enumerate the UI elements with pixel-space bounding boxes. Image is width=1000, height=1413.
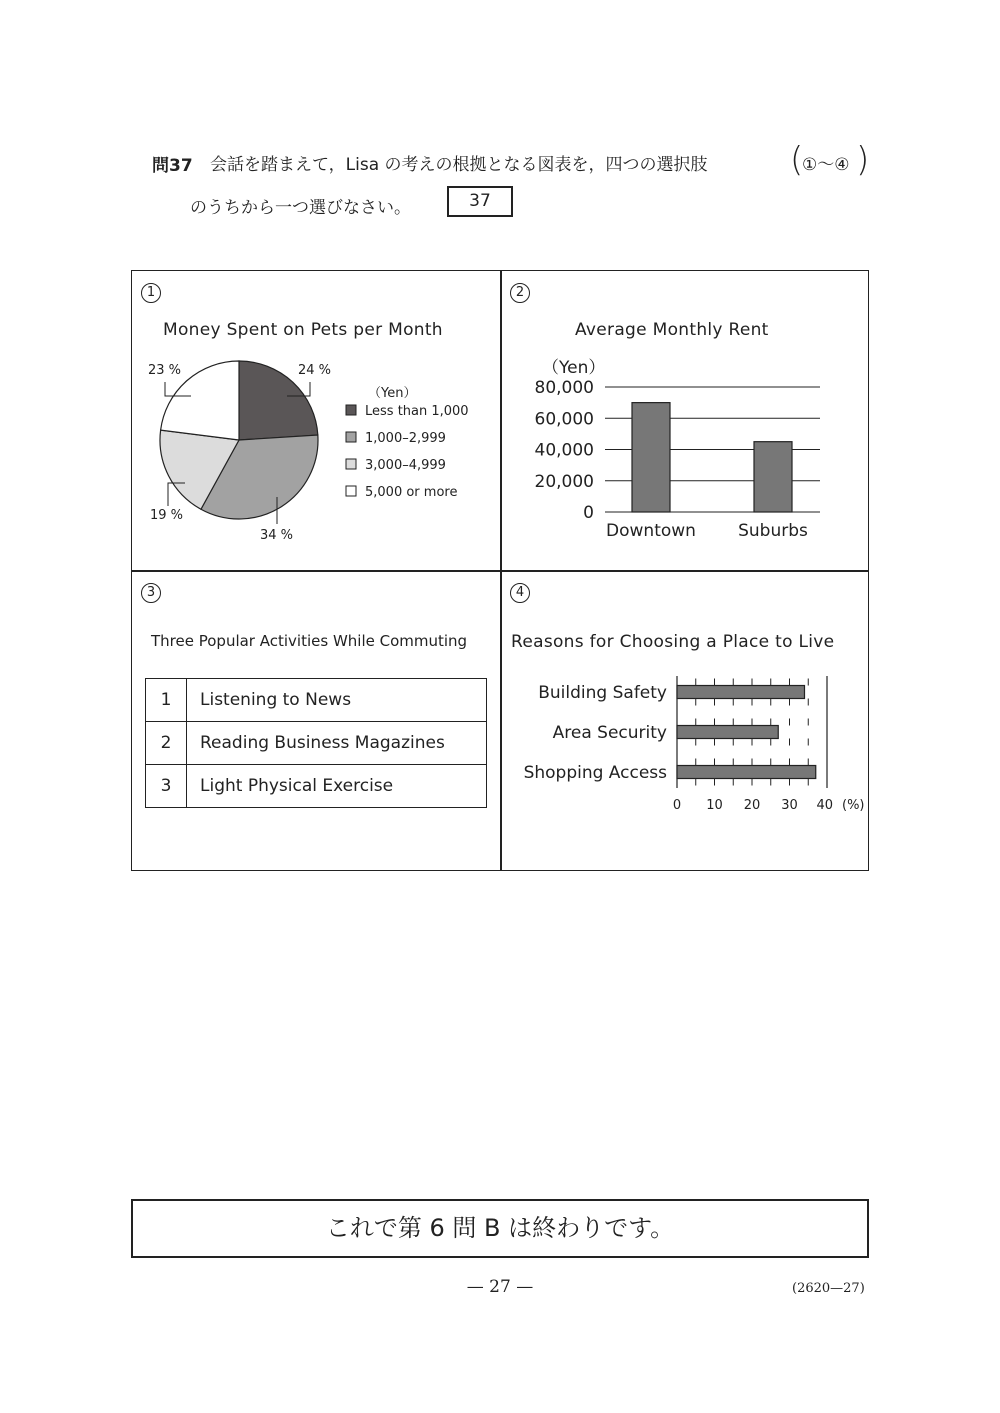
pie-chart xyxy=(135,352,495,552)
rent-y-tick-label: 80,000 xyxy=(534,378,594,398)
choice-number-2[interactable]: 2 xyxy=(510,283,530,303)
answer-box[interactable]: 37 xyxy=(447,186,513,217)
pie-legend-label: Less than 1,000 xyxy=(365,404,469,419)
question-text-line2: のうちから一つ選びなさい。 xyxy=(190,198,411,218)
table-cell-rank: 3 xyxy=(146,765,187,808)
reasons-category-label: Building Safety xyxy=(538,683,667,703)
panel1-title: Money Spent on Pets per Month xyxy=(163,320,443,340)
panel3-title: Three Popular Activities While Commuting xyxy=(151,632,468,650)
reasons-x-tick-label: 10 xyxy=(706,798,723,813)
rent-y-tick-label: 60,000 xyxy=(534,409,594,430)
panel4-title: Reasons for Choosing a Place to Live xyxy=(511,632,835,652)
pie-legend-swatch xyxy=(346,459,356,469)
question-number: 問37 xyxy=(152,156,193,176)
reasons-unit: (%) xyxy=(842,798,865,813)
rent-y-tick-label: 40,000 xyxy=(534,440,594,461)
table-row xyxy=(146,765,487,808)
reasons-bar xyxy=(677,766,816,779)
pie-legend-unit: （Yen） xyxy=(368,386,417,401)
reasons-bar-chart xyxy=(505,668,865,828)
question-paren-open: ( xyxy=(790,140,804,180)
choice-number-3[interactable]: 3 xyxy=(141,583,161,603)
table-cell-activity: Reading Business Magazines xyxy=(187,722,487,765)
pie-value-label: 24 % xyxy=(298,363,332,378)
table-cell-rank: 1 xyxy=(146,679,187,722)
rent-bar xyxy=(754,442,792,512)
pie-legend-label: 3,000–4,999 xyxy=(365,458,446,473)
pie-legend-label: 5,000 or more xyxy=(365,485,458,500)
reasons-bar xyxy=(677,726,778,739)
table-cell-rank: 2 xyxy=(146,722,187,765)
panel2-title: Average Monthly Rent xyxy=(575,320,769,340)
table-cell-activity: Light Physical Exercise xyxy=(187,765,487,808)
table-cell-activity: Listening to News xyxy=(187,679,487,722)
question-choice-range: ①～④ xyxy=(802,155,850,175)
grid-divider-horizontal xyxy=(131,570,869,572)
choice-number-1[interactable]: 1 xyxy=(141,283,161,303)
page-number: — 27 — xyxy=(466,1277,534,1297)
section-end-notice: これで第 6 問 B は終わりです。 xyxy=(131,1199,869,1258)
pie-value-label: 23 % xyxy=(148,363,182,378)
rent-y-tick-label: 20,000 xyxy=(534,471,594,492)
choice-number-4[interactable]: 4 xyxy=(510,583,530,603)
rent-x-label: Suburbs xyxy=(738,521,808,541)
rent-y-unit: （Yen） xyxy=(542,358,606,378)
reasons-x-tick-label: 0 xyxy=(672,798,682,813)
pie-legend-swatch xyxy=(346,405,356,415)
pie-legend-label: 1,000–2,999 xyxy=(365,431,446,446)
table-row xyxy=(146,679,487,722)
pie-legend-swatch xyxy=(346,486,356,496)
reasons-category-label: Shopping Access xyxy=(523,763,667,783)
reasons-category-label: Area Security xyxy=(552,723,667,743)
rent-bar xyxy=(632,403,670,512)
table-row xyxy=(146,722,487,765)
rent-bar-chart xyxy=(505,352,865,562)
reasons-x-tick-label: 40 xyxy=(816,798,833,813)
page-code: (2620—27) xyxy=(792,1281,865,1296)
rent-y-tick-label: 0 xyxy=(583,503,594,523)
question-text-line1: 会話を踏まえて，Lisa の考えの根拠となる図表を，四つの選択肢 xyxy=(210,155,708,175)
reasons-x-tick-label: 30 xyxy=(781,798,798,813)
rent-x-label: Downtown xyxy=(606,521,696,541)
reasons-bar xyxy=(677,686,805,699)
pie-value-label: 19 % xyxy=(150,508,184,523)
question-paren-close: ) xyxy=(856,140,870,180)
pie-value-label: 34 % xyxy=(260,528,294,543)
pie-legend-swatch xyxy=(346,432,356,442)
activities-table xyxy=(145,678,487,808)
reasons-x-tick-label: 20 xyxy=(743,798,761,813)
